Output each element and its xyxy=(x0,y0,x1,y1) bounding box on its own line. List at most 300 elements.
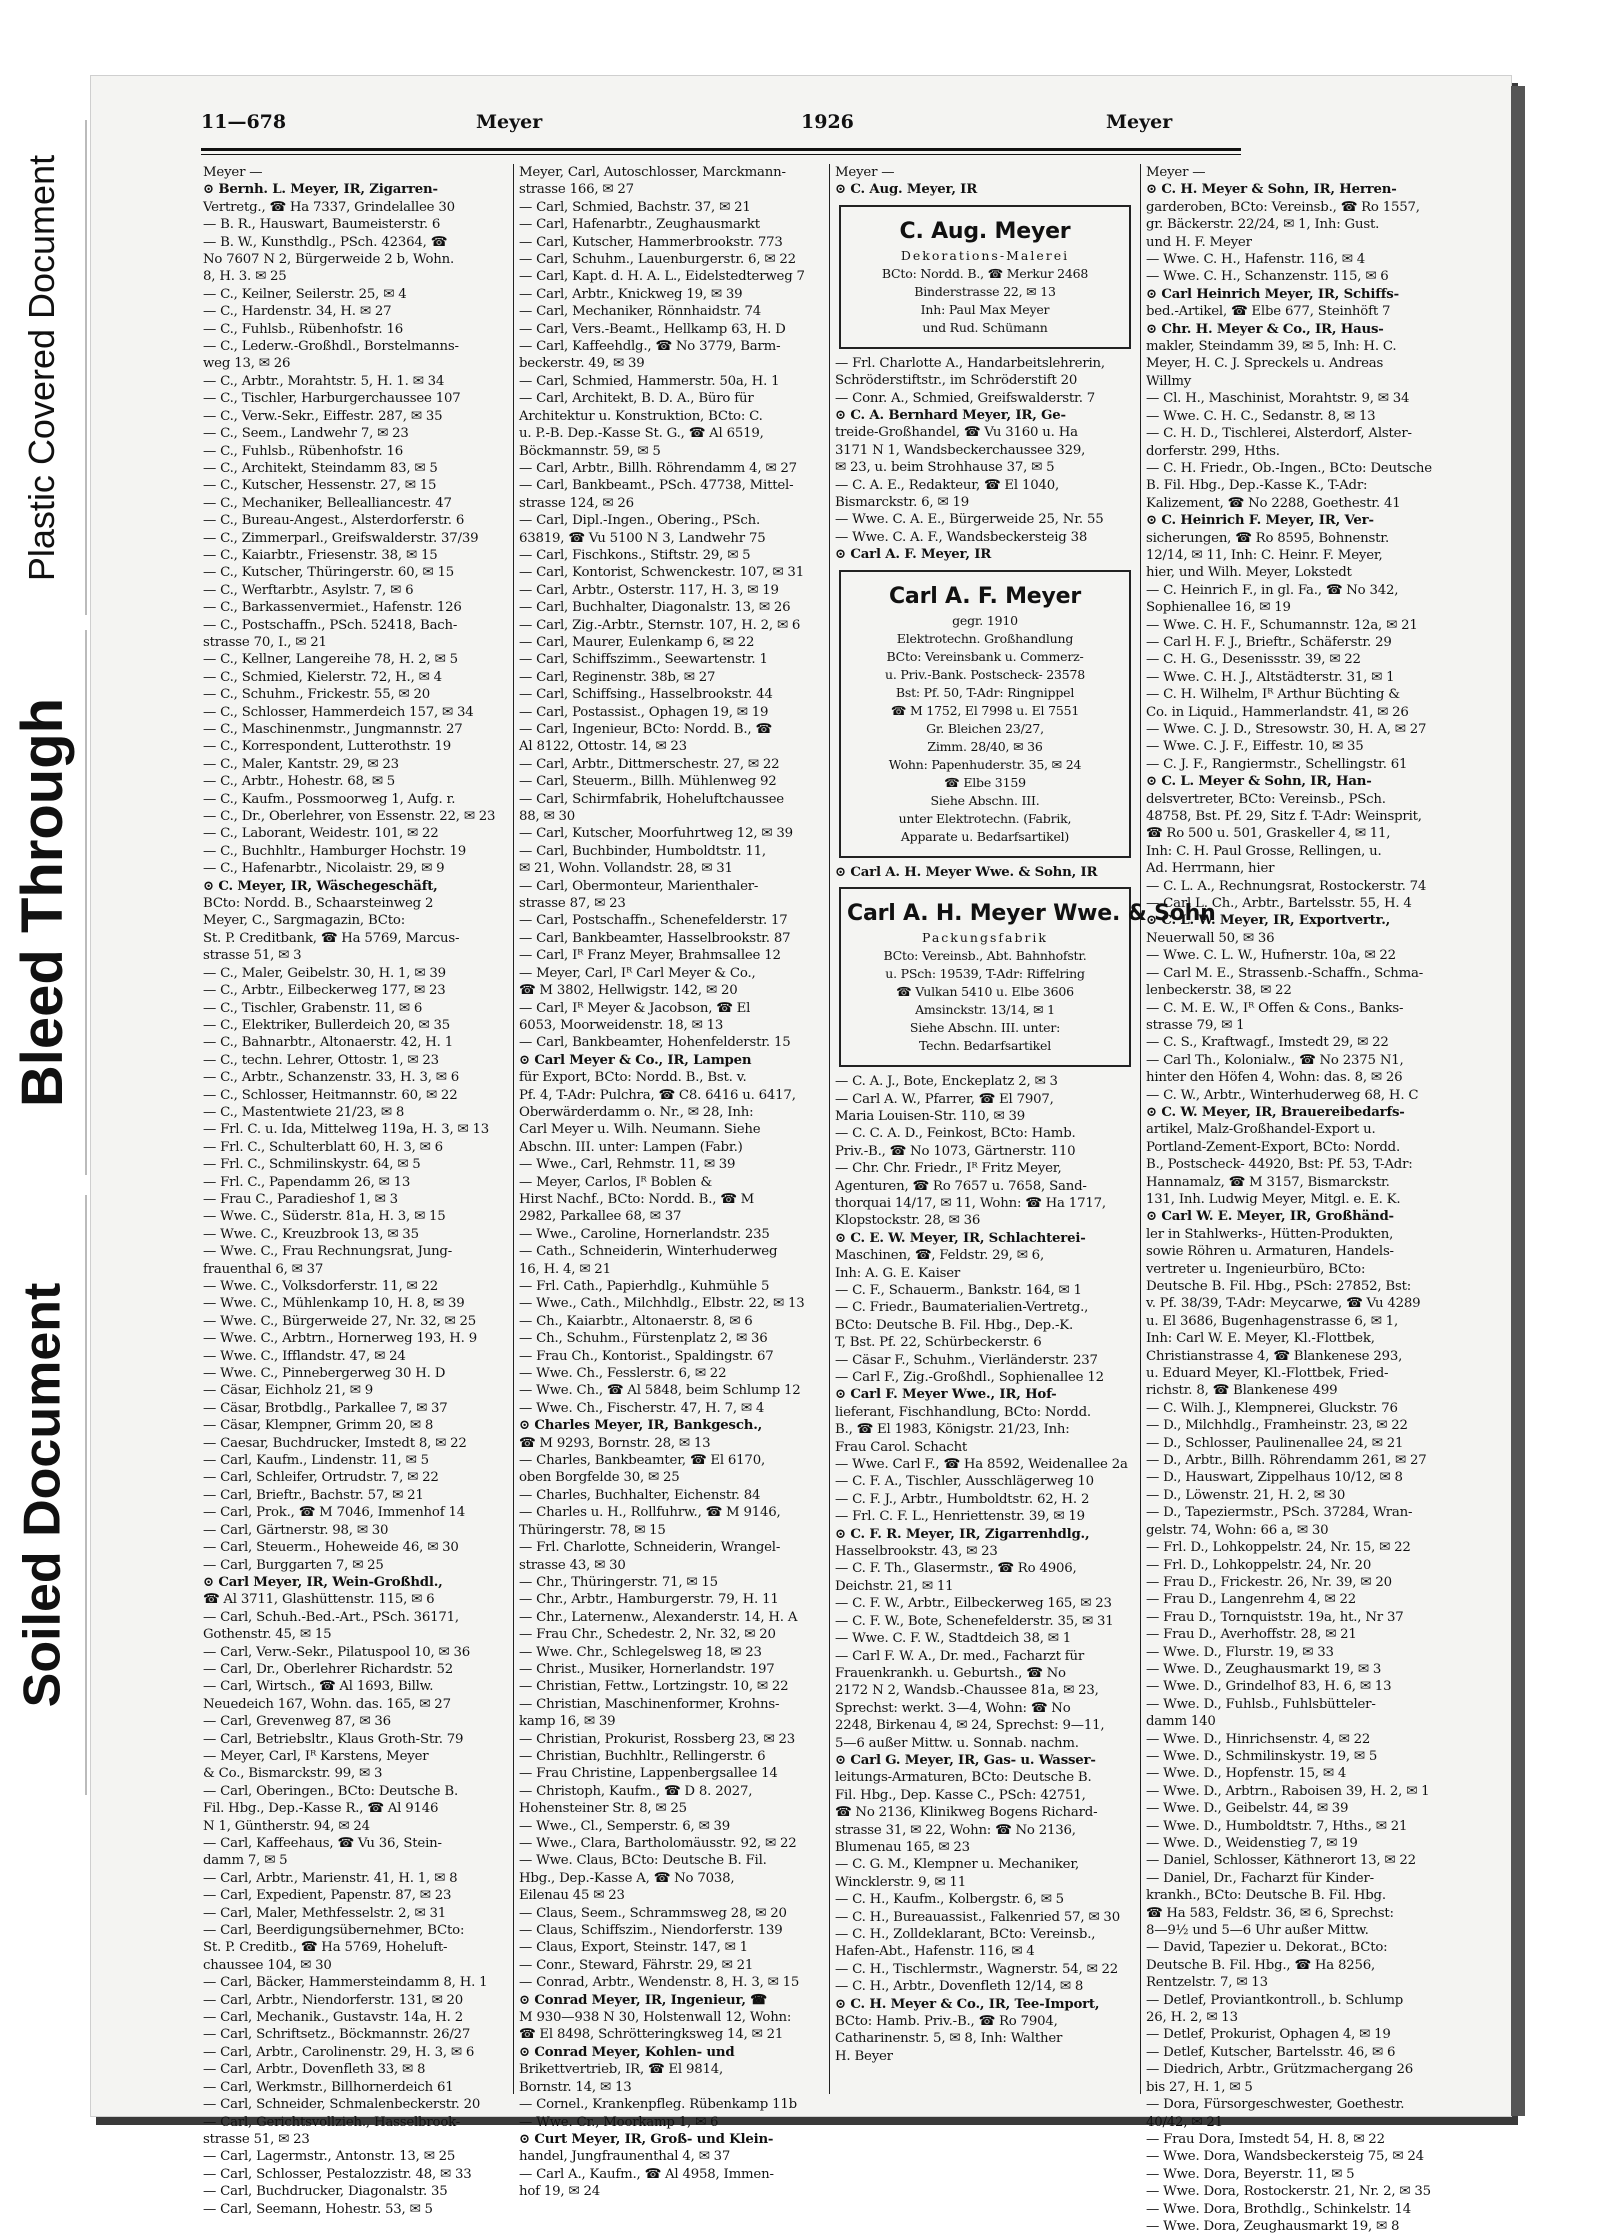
directory-entry-line: bis 27, H. 1, ✉ 5 xyxy=(1146,2079,1253,2095)
directory-entry-line: ⊙ Curt Meyer, IR, Groß- und Klein- xyxy=(519,2131,774,2147)
directory-entry-line: B. Fil. Hbg., Dep.-Kasse K., T-Adr: xyxy=(1146,478,1368,494)
advert-c-aug-meyer xyxy=(839,205,1131,349)
advert-line: Inh: Paul Max Meyer xyxy=(920,301,1050,317)
directory-entry-line: 48758, Bst. Pf. 29, Sitz f. T-Adr: Weinsprit, xyxy=(1146,809,1422,825)
directory-entry-line: — C., Mastentwiete 21/23, ✉ 8 xyxy=(203,1104,405,1120)
directory-entry-line: Meyer — xyxy=(203,165,263,180)
directory-entry-line: — Conr. A., Schmied, Greifswalderstr. 7 xyxy=(835,390,1096,406)
directory-entry-line: — Wwe. C. H. C., Sedanstr. 8, ✉ 13 xyxy=(1146,408,1376,424)
directory-entry-line: Blumenau 165, ✉ 23 xyxy=(835,1839,970,1855)
advert-line: ☎ Vulkan 5410 u. Elbe 3606 xyxy=(896,984,1074,1000)
directory-entry-line: Priv.-B., ☎ No 1073, Gärtnerstr. 110 xyxy=(835,1143,1076,1159)
directory-entry-line: Oberwärderdamm o. Nr., ✉ 28, Inh: xyxy=(519,1104,754,1120)
directory-entry-line: — Wwe. Ch., ☎ Al 5848, beim Schlump 12 xyxy=(519,1383,801,1399)
advert-line: u. PSch: 19539, T-Adr: Riffelring xyxy=(885,966,1085,982)
directory-entry-line: — Cath., Schneiderin, Winterhuderweg xyxy=(519,1244,778,1260)
directory-entry-line: thorquai 14/17, ✉ 11, Wohn: ☎ Ha 1717, xyxy=(835,1195,1106,1211)
directory-entry-line: — Wwe. C., Arbtrn., Hornerweg 193, H. 9 xyxy=(203,1331,477,1347)
directory-entry-line: — C., Tischler, Grabenstr. 11, ✉ 6 xyxy=(203,1000,423,1016)
directory-entry-line: — Charles, Bankbeamter, ☎ El 6170, xyxy=(519,1453,765,1469)
directory-entry-line: — C., Korrespondent, Lutterothstr. 19 xyxy=(203,739,451,755)
directory-entry-line: — Christoph, Kaufm., ☎ D 8. 2027, xyxy=(519,1783,753,1799)
directory-entry-line: oben Borgfelde 30, ✉ 25 xyxy=(519,1470,680,1486)
directory-entry-line: — Carl, Kaffeehaus, ☎ Vu 36, Stein- xyxy=(203,1836,442,1851)
advert-line: Siehe Abschn. III. xyxy=(930,792,1040,808)
directory-entry-line: Meyer, C., Sargmagazin, BCto: xyxy=(203,913,405,929)
directory-entry-line: — Cornel., Krankenpfleg. Rübenkamp 11b xyxy=(519,2097,797,2113)
directory-entry-line: 5—6 außer Mittw. u. Sonnab. nachm. xyxy=(835,1735,1079,1751)
directory-entry-line: — C., Hardenstr. 34, H. ✉ 27 xyxy=(203,304,392,320)
directory-entry-line: hinter den Höfen 4, Wohn: das. 8, ✉ 26 xyxy=(1146,1070,1403,1086)
advert-line: Zimm. 28/40, ✉ 36 xyxy=(927,738,1043,754)
advert-line: Wohn: Papenhuderstr. 35, ✉ 24 xyxy=(888,756,1082,772)
directory-entry-line: — C., Lederw.-Großhdl., Borstelmanns- xyxy=(203,339,459,355)
directory-entry-line: ☎ M 3802, Hellwigstr. 142, ✉ 20 xyxy=(519,983,738,999)
directory-entry-line: — C. H. Wilhelm, Iᴿ Arthur Büchting & xyxy=(1146,687,1400,703)
directory-entry-line: Hannamalz, ☎ M 3157, Bismarckstr. xyxy=(1146,1174,1390,1190)
directory-entry-line: — C., Architekt, Steindamm 83, ✉ 5 xyxy=(203,460,438,476)
directory-entry-line: — Daniel, Dr., Facharzt für Kinder- xyxy=(1146,1870,1374,1886)
directory-entry-line: — B. R., Hauswart, Baumeisterstr. 6 xyxy=(203,217,441,233)
directory-entry-line: — Carl, Schleifer, Ortrudstr. 7, ✉ 22 xyxy=(203,1470,439,1486)
directory-entry-line: — Frau Chr., Schedestr. 2, Nr. 32, ✉ 20 xyxy=(519,1627,776,1643)
directory-entry-line: — Carl, Reginenstr. 38b, ✉ 27 xyxy=(519,669,716,685)
directory-entry-line: — C., Postschaffn., PSch. 52418, Bach- xyxy=(203,617,458,633)
directory-entry-line: — Carl, Arbtr., Carolinenstr. 29, H. 3, ✉ 6 xyxy=(203,2044,475,2060)
directory-entry-line: ⊙ Carl W. E. Meyer, IR, Großhänd- xyxy=(1146,1209,1394,1225)
directory-entry-line: — Wwe. C. L. W., Hufnerstr. 10a, ✉ 22 xyxy=(1146,948,1396,964)
directory-entry-line: bed.-Artikel, ☎ Elbe 677, Steinhöft 7 xyxy=(1146,304,1391,320)
directory-entry-line: Inh: Carl W. E. Meyer, Kl.-Flottbek, xyxy=(1146,1331,1375,1347)
directory-entry-line: — C. F., Schauerm., Bankstr. 164, ✉ 1 xyxy=(835,1282,1082,1298)
directory-entry-line: — C., Keilner, Seilerstr. 25, ✉ 4 xyxy=(203,286,407,302)
directory-entry-line: strasse 70, I., ✉ 21 xyxy=(203,634,327,650)
directory-entry-line: Maria Louisen-Str. 110, ✉ 39 xyxy=(835,1108,1026,1124)
directory-entry-line: — Carl, Ingenieur, BCto: Nordd. B., ☎ xyxy=(519,722,772,737)
directory-entry-line: 12/14, ✉ 11, Inh: C. Heinr. F. Meyer, xyxy=(1146,547,1383,563)
directory-entry-line: Hbg., Dep.-Kasse A, ☎ No 7038, xyxy=(519,1870,735,1886)
directory-entry-line: kamp 16, ✉ 39 xyxy=(519,1714,616,1730)
directory-entry-line: — Carl, Kaffeehdlg., ☎ No 3779, Barm- xyxy=(519,339,781,355)
directory-entry-line: — C., Barkassenvermiet., Hafenstr. 126 xyxy=(203,600,462,616)
directory-entry-line: No 7607 N 2, Bürgerweide 2 b, Wohn. xyxy=(203,252,455,268)
directory-entry-line: — Carl, Arbtr., Osterstr. 117, H. 3, ✉ 19 xyxy=(519,582,779,598)
directory-entry-line: ⊙ Chr. H. Meyer & Co., IR, Haus- xyxy=(1146,321,1384,337)
column-separator xyxy=(513,164,514,2094)
directory-entry-line: — Cäsar, Eichholz 21, ✉ 9 xyxy=(203,1383,373,1399)
directory-entry-line: — Carl, Schirmfabrik, Hoheluftchaussee xyxy=(519,791,784,807)
directory-entry-line: — D., Löwenstr. 21, H. 2, ✉ 30 xyxy=(1146,1487,1346,1503)
directory-entry-line: H. Beyer xyxy=(835,2048,893,2064)
directory-entry-line: Meyer, H. C. J. Spreckels u. Andreas xyxy=(1146,356,1384,372)
directory-entry-line: — Caesar, Buchdrucker, Imstedt 8, ✉ 22 xyxy=(203,1435,467,1451)
directory-entry-line: — Meyer, Carlos, Iᴿ Boblen & xyxy=(519,1174,712,1190)
directory-entry-line: strasse 87, ✉ 23 xyxy=(519,896,626,912)
directory-entry-line: Frau Carol. Schacht xyxy=(835,1439,968,1455)
directory-entry-line: — Frl. C. F. L., Henriettenstr. 39, ✉ 19 xyxy=(835,1509,1085,1525)
directory-entry-line: — Wwe. Ch., Fesslerstr. 6, ✉ 22 xyxy=(519,1366,727,1382)
directory-entry-line: — D., Milchhdlg., Framheinstr. 23, ✉ 22 xyxy=(1146,1418,1408,1434)
directory-entry-line: N 1, Güntherstr. 94, ✉ 24 xyxy=(203,1818,370,1834)
directory-entry-line: — Carl, Werkmstr., Billhornerdeich 61 xyxy=(203,2079,454,2095)
directory-entry-line: — C., Maler, Kantstr. 29, ✉ 23 xyxy=(203,756,399,772)
directory-entry-line: — Wwe. Dora, Beyerstr. 11, ✉ 5 xyxy=(1146,2166,1355,2182)
directory-entry-line: ☎ No 2136, Klinikweg Bogens Richard- xyxy=(835,1805,1098,1821)
directory-entry-line: — Frau D., Frickestr. 26, Nr. 39, ✉ 20 xyxy=(1146,1574,1392,1590)
directory-entry-line: — Chr., Arbtr., Hamburgerstr. 79, H. 11 xyxy=(519,1592,779,1608)
advert-line: Bst: Pf. 50, T-Adr: Ringnippel xyxy=(895,684,1075,700)
directory-entry-line: — Wwe. C. H., Hafenstr. 116, ✉ 4 xyxy=(1146,252,1365,268)
directory-entry-line: — Christian, Prokurist, Rossberg 23, ✉ 23 xyxy=(519,1731,795,1747)
directory-entry-line: B., ☎ El 1983, Königstr. 21/23, Inh: xyxy=(835,1422,1070,1438)
directory-entry-line: M 930—938 N 30, Holstenwall 12, Wohn: xyxy=(519,2010,792,2026)
advert-line: Amsinckstr. 13/14, ✉ 1 xyxy=(915,1002,1055,1018)
directory-entry-line: — Wwe. C. A. F., Wandsbeckersteig 38 xyxy=(835,529,1088,545)
advert-line: u. Priv.-Bank. Postscheck- 23578 xyxy=(884,666,1085,682)
directory-entry-line: & Co., Bismarckstr. 99, ✉ 3 xyxy=(203,1766,383,1782)
advert-title: Carl A. H. Meyer Wwe. & Sohn xyxy=(847,901,1216,927)
directory-entry-line: Abschn. III. unter: Lampen (Fabr.) xyxy=(519,1139,743,1155)
directory-entry-line: — Wwe., Clara, Bartholomäusstr. 92, ✉ 22 xyxy=(519,1836,797,1851)
directory-entry-line: 131, Inh. Ludwig Meyer, Mitgl. e. E. K. xyxy=(1146,1191,1401,1207)
directory-entry-line: 16, H. 4, ✉ 21 xyxy=(519,1261,611,1277)
directory-entry-line: — C., Mechaniker, Bellealliancestr. 47 xyxy=(203,495,452,511)
advert-line: ☎ Elbe 3159 xyxy=(944,774,1026,790)
directory-entry-line: Carl Meyer u. Wilh. Neumann. Siehe xyxy=(519,1122,761,1138)
advert-line: BCto: Nordd. B., ☎ Merkur 2468 xyxy=(881,265,1089,281)
directory-entry-line: — Wwe. C. A. E., Bürgerweide 25, Nr. 55 xyxy=(835,512,1104,528)
directory-entry-line: — Detlef, Prokurist, Ophagen 4, ✉ 19 xyxy=(1146,2027,1391,2043)
directory-entry-line: — Wwe. Ch., Fischerstr. 47, H. 7, ✉ 4 xyxy=(519,1400,765,1416)
directory-entry-line: — D., Schlosser, Paulinenallee 24, ✉ 21 xyxy=(1146,1435,1404,1451)
directory-entry-line: u. El 3686, Bugenhagenstrasse 6, ✉ 1, xyxy=(1146,1313,1398,1329)
directory-entry-line: — Wwe., Cl., Semperstr. 6, ✉ 39 xyxy=(519,1818,731,1834)
directory-entry-line: — C. W., Arbtr., Winterhuderweg 68, H. C xyxy=(1146,1087,1419,1103)
directory-entry-line: — Carl, Grevenweg 87, ✉ 36 xyxy=(203,1714,391,1730)
directory-entry-line: — Christian, Fettw., Lortzingstr. 10, ✉ 22 xyxy=(519,1679,789,1695)
directory-entry-line: BCto: Deutsche B. Fil. Hbg., Dep.-K. xyxy=(835,1317,1074,1333)
directory-entry-line: ⊙ Carl G. Meyer, IR, Gas- u. Wasser- xyxy=(835,1752,1096,1768)
directory-entry-line: — C., Fuhlsb., Rübenhofstr. 16 xyxy=(203,321,403,337)
directory-entry-line: — Wwe. Chr., Schlegelsweg 18, ✉ 23 xyxy=(519,1644,762,1660)
directory-entry-line: — Wwe., Caroline, Hornerlandstr. 235 xyxy=(519,1226,770,1242)
directory-entry-line: St. P. Creditb., ☎ Ha 5769, Hoheluft- xyxy=(203,1940,448,1956)
advert-line: BCto: Vereinsbank u. Commerz- xyxy=(886,648,1084,664)
directory-entry-line: — C. Friedr., Baumaterialien-Vertretg., xyxy=(835,1300,1089,1316)
directory-entry-line: ✉ 23, u. beim Strohhause 37, ✉ 5 xyxy=(835,460,1055,476)
directory-entry-line: — Carl, Arbtr., Niendorferstr. 131, ✉ 20 xyxy=(203,1992,464,2008)
directory-column-2 xyxy=(519,164,824,2200)
directory-entry-line: — Wwe. D., Hopfenstr. 15, ✉ 4 xyxy=(1146,1766,1347,1782)
directory-entry-line: — Claus, Seem., Schrammsweg 28, ✉ 20 xyxy=(519,1905,787,1921)
directory-entry-line: St. P. Creditbank, ☎ Ha 5769, Marcus- xyxy=(203,930,460,946)
directory-entry-line: — Frl. C., Papendamm 26, ✉ 13 xyxy=(203,1174,411,1190)
directory-entry-line: — Christian, Maschinenformer, Krohns- xyxy=(519,1696,780,1712)
directory-entry-line: 2172 N 2, Wandsb.-Chaussee 81a, ✉ 23, xyxy=(835,1683,1099,1699)
directory-entry-line: — Carl, Iᴿ Meyer & Jacobson, ☎ El xyxy=(519,1000,751,1016)
directory-entry-line: — Detlef, Proviantkontroll., b. Schlump xyxy=(1146,1992,1404,2008)
directory-entry-line: — C. C. A. D., Feinkost, BCto: Hamb. xyxy=(835,1126,1076,1142)
directory-entry-line: — Carl M. E., Strassenb.-Schaffn., Schma- xyxy=(1146,965,1424,981)
directory-entry-line: — Wwe. C., Kreuzbrook 13, ✉ 35 xyxy=(203,1226,419,1242)
directory-entry-line: ⊙ Carl A. F. Meyer, IR xyxy=(835,547,992,563)
directory-entry-line: — Carl, Architekt, B. D. A., Büro für xyxy=(519,391,754,407)
directory-entry-line: — Meyer, Carl, Iᴿ Karstens, Meyer xyxy=(203,1748,429,1764)
directory-entry-line: — Frau D., Averhoffstr. 28, ✉ 21 xyxy=(1146,1627,1357,1643)
directory-entry-line: ⊙ C. W. Meyer, IR, Brauereibedarfs- xyxy=(1146,1104,1405,1120)
directory-entry-line: — Frl. D., Lohkoppelstr. 24, Nr. 15, ✉ 22 xyxy=(1146,1540,1411,1556)
directory-entry-line: — Frl. Charlotte, Schneiderin, Wrangel- xyxy=(519,1540,781,1556)
directory-entry-line: — Wwe. D., Weidenstieg 7, ✉ 19 xyxy=(1146,1836,1358,1851)
directory-entry-line: — Carl, Buchdrucker, Diagonalstr. 35 xyxy=(203,2184,448,2200)
directory-entry-line: Vertretg., ☎ Ha 7337, Grindelallee 30 xyxy=(203,199,455,215)
directory-entry-line: — Frl. D., Lohkoppelstr. 24, Nr. 20 xyxy=(1146,1557,1372,1573)
directory-entry-line: lieferant, Fischhandlung, BCto: Nordd. xyxy=(835,1404,1091,1420)
directory-entry-line: Architektur u. Konstruktion, BCto: C. xyxy=(519,408,763,424)
directory-entry-line: — Carl, Arbtr., Dovenfleth 33, ✉ 8 xyxy=(203,2062,426,2078)
directory-entry-line: — Carl F. W. A., Dr. med., Facharzt für xyxy=(835,1648,1084,1664)
directory-entry-line: — Carl, Schmied, Hammerstr. 50a, H. 1 xyxy=(519,373,780,389)
directory-entry-line: — Frau Ch., Kontorist., Spaldingstr. 67 xyxy=(519,1348,774,1364)
column-separator xyxy=(1140,164,1141,2094)
directory-entry-line: — Frl. C., Schmilinskystr. 64, ✉ 5 xyxy=(203,1157,421,1173)
label-bleed-through: Bleed Through xyxy=(0,630,87,1175)
directory-entry-line: — Carl, Schiffsing., Hasselbrookstr. 44 xyxy=(519,687,773,703)
directory-entry-line: lenbeckerstr. 38, ✉ 22 xyxy=(1146,983,1292,999)
directory-entry-line: — C. H., Bureauassist., Falkenried 57, ✉ 30 xyxy=(835,1909,1120,1925)
header-left-name: Meyer xyxy=(476,111,543,133)
directory-entry-line: — Carl, Mechaniker, Rönnhaidstr. 74 xyxy=(519,304,762,320)
directory-entry-line: garderoben, BCto: Vereinsb., ☎ Ro 1557, xyxy=(1146,199,1420,215)
directory-entry-line: — C., Maler, Geibelstr. 30, H. 1, ✉ 39 xyxy=(203,965,446,981)
directory-entry-line: richstr. 8, ☎ Blankenese 499 xyxy=(1146,1383,1338,1399)
directory-entry-line: — Carl, Schuhm., Lauenburgerstr. 6, ✉ 22 xyxy=(519,252,796,268)
directory-entry-line: — C., Arbtr., Hohestr. 68, ✉ 5 xyxy=(203,774,396,790)
advert-line: Techn. Bedarfsartikel xyxy=(918,1038,1052,1054)
directory-entry-line: strasse 51, ✉ 23 xyxy=(203,2131,310,2147)
directory-entry-line: — Diedrich, Arbtr., Grützmachergang 26 xyxy=(1146,2062,1414,2078)
directory-entry-line: — C. Heinrich F., in gl. Fa., ☎ No 342, xyxy=(1146,582,1399,598)
directory-entry-line: — C. H., Arbtr., Dovenfleth 12/14, ✉ 8 xyxy=(835,1979,1084,1995)
directory-entry-line: — Wwe. C. F. W., Stadtdeich 38, ✉ 1 xyxy=(835,1631,1071,1647)
directory-entry-line: — C. F. A., Tischler, Ausschlägerweg 10 xyxy=(835,1474,1094,1490)
directory-entry-line: — Carl, Arbtr., Billh. Röhrendamm 4, ✉ 27 xyxy=(519,460,797,476)
directory-entry-line: für Export, BCto: Nordd. B., Bst. v. xyxy=(519,1070,747,1086)
advert-line: BCto: Vereinsb., Abt. Bahnhofstr. xyxy=(883,948,1087,964)
directory-entry-line: Fil. Hbg., Dep. Kasse C., PSch: 42751, xyxy=(835,1787,1086,1803)
directory-entry-line: — Carl, Dipl.-Ingen., Obering., PSch. xyxy=(519,513,761,529)
advert-line: Elektrotechn. Großhandlung xyxy=(896,630,1074,646)
directory-entry-line: 8—9½ und 5—6 Uhr außer Mittw. xyxy=(1146,1923,1369,1939)
directory-entry-line: u. Eduard Meyer, Kl.-Flottbek, Fried- xyxy=(1146,1366,1389,1382)
directory-entry-line: ☎ Ha 583, Feldstr. 36, ✉ 6, Sprechst: xyxy=(1146,1905,1394,1921)
directory-entry-line: 6053, Moorweidenstr. 18, ✉ 13 xyxy=(519,1017,724,1033)
directory-entry-line: — Conrad, Arbtr., Wendenstr. 8, H. 3, ✉ 15 xyxy=(519,1975,800,1991)
label-soiled-document: Soiled Document xyxy=(0,1195,87,1795)
directory-entry-line: — Carl, Lagermstr., Antonstr. 13, ✉ 25 xyxy=(203,2149,456,2165)
directory-entry-line: ☎ Ro 500 u. 501, Graskeller 4, ✉ 11, xyxy=(1146,826,1391,842)
page-edge-shadow xyxy=(1511,86,1525,2116)
directory-entry-line: — Meyer, Carl, Iᴿ Carl Meyer & Co., xyxy=(519,965,756,981)
directory-entry-line: — C. H., Tischlermstr., Wagnerstr. 54, ✉ 22 xyxy=(835,1961,1119,1977)
directory-entry-line: — Carl, Kontorist, Schwenckestr. 107, ✉ 31 xyxy=(519,565,804,581)
directory-entry-line: Schröderstiftstr., im Schröderstift 20 xyxy=(835,373,1078,389)
directory-entry-line: Sophienallee 16, ✉ 19 xyxy=(1146,600,1291,616)
directory-entry-line: — Carl F., Zig.-Großhdl., Sophienallee 12 xyxy=(835,1370,1104,1385)
directory-entry-line: Böckmannstr. 59, ✉ 5 xyxy=(519,443,661,459)
directory-entry-line: BCto: Hamb. Priv.-B., ☎ Ro 7904, xyxy=(835,2014,1058,2030)
advert-line: Dekorations-Malerei xyxy=(900,247,1070,263)
directory-entry-line: beckerstr. 49, ✉ 39 xyxy=(519,356,645,372)
directory-entry-line: handel, Jungfraunenthal 4, ✉ 37 xyxy=(519,2149,731,2165)
directory-entry-line: — Carl H. F. J., Brieftr., Schäferstr. 29 xyxy=(1146,634,1392,650)
directory-entry-line: — Detlef, Kutscher, Bartelsstr. 46, ✉ 6 xyxy=(1146,2044,1396,2060)
directory-entry-line: ☎ M 9293, Bornstr. 28, ✉ 13 xyxy=(519,1435,711,1451)
directory-entry-line: — Wwe. D., Fuhlsb., Fuhlsbütteler- xyxy=(1146,1696,1376,1712)
directory-column-4 xyxy=(1146,164,1446,2234)
directory-entry-line: — C., Kaiarbtr., Friesenstr. 38, ✉ 15 xyxy=(203,547,438,563)
directory-entry-line: ⊙ C. Heinrich F. Meyer, IR, Ver- xyxy=(1146,513,1374,529)
directory-entry-line: ⊙ C. E. W. Meyer, IR, Schlachterei- xyxy=(835,1230,1086,1246)
directory-entry-line: strasse 124, ✉ 26 xyxy=(519,495,634,511)
directory-entry-line: — C., Schlosser, Hammerdeich 157, ✉ 34 xyxy=(203,704,474,720)
directory-entry-line: leitungs-Armaturen, BCto: Deutsche B. xyxy=(835,1770,1092,1786)
directory-entry-line: — C. A. J., Bote, Enckeplatz 2, ✉ 3 xyxy=(835,1074,1058,1090)
directory-entry-line: — Claus, Export, Steinstr. 147, ✉ 1 xyxy=(519,1940,748,1956)
directory-entry-line: Maschinen, ☎, Feldstr. 29, ✉ 6, xyxy=(835,1248,1044,1264)
directory-entry-line: — Wwe. C., Frau Rechnungsrat, Jung- xyxy=(203,1244,453,1260)
directory-entry-line: strasse 166, ✉ 27 xyxy=(519,182,634,198)
directory-entry-line: — Carl, Arbtr., Knickweg 19, ✉ 39 xyxy=(519,286,743,302)
advert-title: Carl A. F. Meyer xyxy=(888,583,1082,609)
directory-entry-line: — Wwe. Dora, Zeughausmarkt 19, ✉ 8 xyxy=(1146,2218,1400,2234)
directory-entry-line: weg 13, ✉ 26 xyxy=(203,356,291,372)
directory-entry-line: — Wwe. D., Flurstr. 19, ✉ 33 xyxy=(1146,1644,1334,1660)
directory-entry-line: — Wwe. Dora, Brothdlg., Schinkelstr. 14 xyxy=(1146,2201,1412,2217)
page-number: 11—678 xyxy=(201,111,287,133)
directory-entry-line: — Carl L. Ch., Arbtr., Bartelsstr. 55, H. 4 xyxy=(1146,896,1412,912)
directory-entry-line: — Chr., Thüringerstr. 71, ✉ 15 xyxy=(519,1574,718,1590)
directory-entry-line: — Carl, Schriftsetz., Böckmannstr. 26/27 xyxy=(203,2027,471,2043)
directory-entry-line: — C. Wilh. J., Klempnerei, Gluckstr. 76 xyxy=(1146,1400,1398,1416)
directory-entry-line: damm 7, ✉ 5 xyxy=(203,1853,288,1869)
directory-entry-line: — Carl, Steuerm., Billh. Mühlenweg 92 xyxy=(519,774,777,790)
directory-entry-line: Brikettvertrieb, IR, ☎ El 9814, xyxy=(519,2062,724,2078)
directory-entry-line: — Carl, Arbtr., Dittmerschestr. 27, ✉ 22 xyxy=(519,756,780,772)
directory-entry-line: — Conr., Steward, Fährstr. 29, ✉ 21 xyxy=(519,1957,754,1973)
directory-entry-line: ⊙ Carl A. H. Meyer Wwe. & Sohn, IR xyxy=(835,864,1098,880)
directory-entry-line: Bismarckstr. 6, ✉ 19 xyxy=(835,495,969,511)
directory-entry-line: gelstr. 74, Wohn: 66 a, ✉ 30 xyxy=(1146,1522,1329,1538)
directory-entry-line: — Cäsar, Brotbdlg., Parkallee 7, ✉ 37 xyxy=(203,1400,448,1416)
directory-entry-line: — Wwe. C. H. F., Schumannstr. 12a, ✉ 21 xyxy=(1146,617,1418,633)
directory-entry-line: Neuedeich 167, Wohn. das. 165, ✉ 27 xyxy=(203,1696,451,1712)
directory-entry-line: — C., Dr., Oberlehrer, von Essenstr. 22, ✉ 23 xyxy=(203,809,496,825)
directory-entry-line: — C., Schuhm., Frickestr. 55, ✉ 20 xyxy=(203,687,431,703)
directory-entry-line: Rentzelstr. 7, ✉ 13 xyxy=(1146,1975,1268,1991)
directory-entry-line: — C., Kutscher, Hessenstr. 27, ✉ 15 xyxy=(203,478,437,494)
directory-entry-line: — C., Arbtr., Schanzenstr. 33, H. 3, ✉ 6 xyxy=(203,1070,460,1086)
directory-entry-line: Deutsche B. Fil. Hbg., ☎ Ha 8256, xyxy=(1146,1957,1376,1973)
directory-entry-line: krankh., BCto: Deutsche B. Fil. Hbg. xyxy=(1146,1888,1386,1904)
directory-entry-line: — Carl, Prok., ☎ M 7046, Immenhof 14 xyxy=(203,1505,465,1521)
directory-entry-line: — Carl, Kutscher, Hammerbrookstr. 773 xyxy=(519,234,783,250)
directory-entry-line: — Frl. C. u. Ida, Mittelweg 119a, H. 3, ✉ 13 xyxy=(203,1122,490,1138)
directory-entry-line: — C., Schlosser, Heitmannstr. 60, ✉ 22 xyxy=(203,1087,458,1103)
directory-entry-line: ⊙ C. Meyer, IR, Wäschegeschäft, xyxy=(203,878,438,894)
directory-entry-line: — Wwe. Cr., Moorkamp 1, ✉ 6 xyxy=(519,2114,719,2130)
directory-entry-line: — Dora, Fürsorgeschwester, Goethestr. xyxy=(1146,2097,1405,2113)
directory-entry-line: — Carl, Schlosser, Pestalozzistr. 48, ✉ 33 xyxy=(203,2166,472,2182)
directory-entry-line: — Carl, Bankbeamter, Hasselbrookstr. 87 xyxy=(519,930,791,946)
directory-entry-line: — Wwe. Carl F., ☎ Ha 8592, Weidenallee 2a xyxy=(835,1457,1128,1473)
directory-entry-line: — C. S., Kraftwagf., Imstedt 29, ✉ 22 xyxy=(1146,1035,1389,1051)
directory-entry-line: ⊙ Bernh. L. Meyer, IR, Zigarren- xyxy=(203,182,438,198)
directory-entry-line: strasse 79, ✉ 1 xyxy=(1146,1017,1245,1033)
directory-entry-line: — B. W., Kunsthdlg., PSch. 42364, ☎ xyxy=(203,234,448,250)
directory-entry-line: — Carl, Bankbeamt., PSch. 47738, Mittel- xyxy=(519,478,794,494)
directory-entry-line: — Carl, Gerichtsvollzieh., Hasselbrook- xyxy=(203,2114,461,2130)
directory-entry-line: — Charles, Buchhalter, Eichenstr. 84 xyxy=(519,1487,761,1503)
directory-entry-line: ⊙ Carl Heinrich Meyer, IR, Schiffs- xyxy=(1146,286,1399,302)
directory-entry-line: — Wwe. C., Ifflandstr. 47, ✉ 24 xyxy=(203,1348,406,1364)
directory-entry-line: vertreter u. Ingenieurbüro, BCto: xyxy=(1146,1261,1366,1277)
directory-entry-line: makler, Steindamm 39, ✉ 5, Inh: H. C. xyxy=(1146,339,1397,355)
directory-entry-line: Neuerwall 50, ✉ 36 xyxy=(1146,930,1275,946)
directory-entry-line: — Carl, Arbtr., Marienstr. 41, H. 1, ✉ 8 xyxy=(203,1870,458,1886)
directory-entry-line: Kalizement, ☎ No 2288, Goethestr. 41 xyxy=(1146,495,1401,511)
directory-entry-line: — Daniel, Schlosser, Käthnerort 13, ✉ 22 xyxy=(1146,1853,1416,1869)
directory-entry-line: ⊙ C. Aug. Meyer, IR xyxy=(835,182,978,198)
directory-entry-line: — Carl, Kapt. d. H. A. L., Eidelstedterweg 7 xyxy=(519,269,805,285)
directory-entry-line: — D., Arbtr., Billh. Röhrendamm 261, ✉ 27 xyxy=(1146,1453,1427,1469)
advert-line: unter Elektrotechn. (Fabrik, xyxy=(898,810,1072,826)
directory-entry-line: delsvertreter, BCto: Vereinsb., PSch. xyxy=(1146,791,1386,807)
directory-entry-line: Thüringerstr. 78, ✉ 15 xyxy=(519,1522,666,1538)
directory-entry-line: — C., Zimmerparl., Greifswalderstr. 37/39 xyxy=(203,530,479,546)
directory-entry-line: — Wwe. C. H. J., Altstädterstr. 31, ✉ 1 xyxy=(1146,669,1395,685)
directory-entry-line: Gothenstr. 45, ✉ 15 xyxy=(203,1627,332,1643)
directory-entry-line: ☎ El 8498, Schrötteringksweg 14, ✉ 21 xyxy=(519,2027,784,2043)
directory-entry-line: Frauenkrankh. u. Geburtsh., ☎ No xyxy=(835,1665,1066,1681)
directory-entry-line: — David, Tapezier u. Dekorat., BCto: xyxy=(1146,1940,1388,1956)
directory-entry-line: — Carl, Maler, Methfesselstr. 2, ✉ 31 xyxy=(203,1905,446,1921)
directory-entry-line: T, Bst. Pf. 22, Schürbeckerstr. 6 xyxy=(835,1335,1042,1351)
directory-entry-line: Eilenau 45 ✉ 23 xyxy=(519,1888,625,1904)
directory-entry-line: und H. F. Meyer xyxy=(1146,234,1252,250)
directory-entry-line: sicherungen, ☎ Ro 8595, Bohnenstr. xyxy=(1146,530,1389,546)
directory-entry-line: — Frau Dora, Imstedt 54, H. 8, ✉ 22 xyxy=(1146,2131,1385,2147)
directory-entry-line: — D., Tapeziermstr., PSch. 37284, Wran- xyxy=(1146,1505,1413,1521)
directory-entry-line: Hafen-Abt., Hafenstr. 116, ✉ 4 xyxy=(835,1944,1035,1960)
directory-entry-line: ⊙ Conrad Meyer, IR, Ingenieur, ☎ xyxy=(519,1992,767,2008)
directory-entry-line: — C., Fuhlsb., Rübenhofstr. 16 xyxy=(203,443,403,459)
directory-entry-line: — C., Bahnarbtr., Altonaerstr. 42, H. 1 xyxy=(203,1035,453,1051)
advert-line: und Rud. Schümann xyxy=(922,319,1048,335)
directory-entry-line: — Carl, Seemann, Hohestr. 53, ✉ 5 xyxy=(203,2201,433,2217)
directory-entry-line: ✉ 21, Wohn. Vollandstr. 28, ✉ 31 xyxy=(519,861,733,877)
directory-entry-line: — C., Schmied, Kielerstr. 72, H., ✉ 4 xyxy=(203,669,442,685)
directory-entry-line: — C., Hafenarbtr., Nicolaistr. 29, ✉ 9 xyxy=(203,861,445,877)
directory-entry-line: — Frl. Charlotte A., Handarbeitslehrerin, xyxy=(835,355,1105,371)
directory-entry-line: — Carl, Obermonteur, Marienthaler- xyxy=(519,878,759,894)
directory-entry-line: treide-Großhandel, ☎ Vu 3160 u. Ha xyxy=(835,425,1078,441)
directory-entry-line: — Carl, Vers.-Beamt., Hellkamp 63, H. D xyxy=(519,321,786,337)
directory-entry-line: hof 19, ✉ 24 xyxy=(519,2184,600,2200)
directory-entry-line: — Wwe. Dora, Rostockerstr. 21, Nr. 2, ✉ 35 xyxy=(1146,2184,1431,2200)
directory-entry-line: Inh: A. G. E. Kaiser xyxy=(835,1265,961,1281)
directory-entry-line: — Carl, Schiffszimm., Seewartenstr. 1 xyxy=(519,652,768,668)
